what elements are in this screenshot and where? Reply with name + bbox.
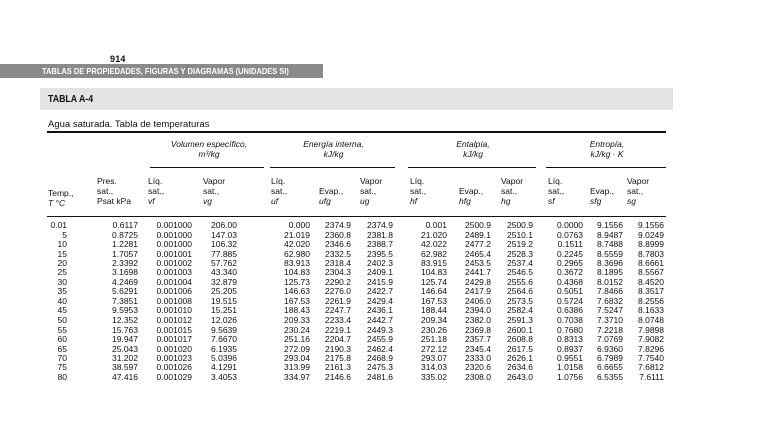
table-cell: 0.001004 — [156, 276, 192, 287]
table-cell: 35 — [57, 286, 67, 297]
table-cell: 8.5567 — [638, 267, 664, 277]
table-cell: 0.6386 — [557, 305, 583, 316]
table-cell: 2643.0 — [507, 371, 533, 382]
table-cell: 106.32 — [211, 239, 237, 250]
table-cell: 75 — [57, 362, 67, 372]
table-cell: 188.43 — [284, 305, 310, 316]
table-cell: 7.2218 — [597, 324, 623, 335]
table-cell: 83.913 — [284, 258, 310, 269]
table-cell: 2453.5 — [465, 258, 491, 269]
col-header-hg — [501, 176, 523, 206]
table-cell: 9.1556 — [638, 220, 664, 230]
table-cell: 2489.1 — [465, 229, 491, 240]
table-cell: 8.1633 — [638, 305, 664, 316]
table-cell: 0.001020 — [156, 343, 192, 354]
col-header-pres — [97, 176, 131, 206]
table-cell: 2175.8 — [325, 353, 351, 364]
table-cell: 146.63 — [284, 286, 310, 297]
table-cell: 272.12 — [421, 343, 447, 354]
table-cell: 42.022 — [421, 239, 447, 250]
col-header-sg — [627, 176, 649, 206]
table-cell: 8.4520 — [638, 276, 664, 287]
table-cell: 0.000 — [288, 220, 310, 230]
table-cell: 45 — [57, 305, 67, 316]
table-cell: 2394.0 — [465, 305, 491, 316]
table-cell: 2381.8 — [367, 229, 393, 240]
table-cell: 0.8937 — [557, 343, 583, 354]
table-cell: 0.01 — [50, 220, 67, 230]
col-header-sf — [548, 176, 564, 206]
running-header-text: TABLAS DE PROPIEDADES, FIGURAS Y DIAGRAMAS (UNIDADES SI) — [42, 66, 289, 76]
col-header-hg-line2: sat., — [501, 186, 518, 196]
table-cell: 5.6291 — [112, 286, 138, 297]
table-cell: 0.001000 — [156, 220, 192, 230]
table-cell: 2500.9 — [465, 220, 491, 230]
table-cell: 0.5724 — [557, 295, 583, 306]
table-cell: 147.03 — [211, 229, 237, 240]
table-cell: 21.019 — [284, 229, 310, 240]
table-cell: 2582.4 — [507, 305, 533, 316]
table-cell: 2415.9 — [367, 276, 393, 287]
col-header-vg-line1: Vapor — [203, 176, 226, 186]
table-cell: 0.0000 — [557, 220, 583, 230]
table-cell: 0.7038 — [557, 315, 583, 325]
table-cell: 2465.4 — [465, 248, 491, 259]
table-cell: 8.8999 — [638, 239, 664, 250]
table-cell: 19.947 — [112, 334, 138, 345]
table-cell: 2357.7 — [465, 334, 491, 345]
table-cell: 2436.1 — [367, 305, 393, 316]
table-cell: 0.7680 — [557, 324, 583, 335]
table-cell: 9.0249 — [638, 229, 664, 240]
group-header-energia — [268, 139, 399, 159]
table-cell: 1.0158 — [557, 362, 583, 372]
table-cell: 2468.9 — [367, 353, 393, 364]
table-cell: 7.6812 — [638, 362, 664, 372]
table-cell: 1.2281 — [112, 239, 138, 250]
table-cell: 0.001017 — [156, 334, 192, 345]
table-cell: 15 — [57, 248, 67, 259]
table-cell: 8.7803 — [638, 248, 664, 259]
group-header-volumen-title: Volumen específico, — [170, 139, 248, 149]
table-cell: 0.4368 — [557, 276, 583, 287]
col-header-hf — [410, 176, 426, 206]
group-header-entalpia-unit: kJ/kg — [463, 149, 483, 159]
table-cell: 6.7989 — [597, 353, 623, 364]
table-cell: 0.8313 — [557, 334, 583, 345]
table-cell: 30 — [57, 276, 67, 287]
table-cell: 2422.7 — [367, 286, 393, 297]
group-header-entropia — [546, 139, 668, 159]
col-header-sfg-line1: Evap., — [590, 186, 615, 196]
table-cell: 2388.7 — [367, 239, 393, 250]
table-cell: 2345.4 — [465, 343, 491, 354]
table-cell: 10 — [57, 239, 67, 250]
table-cell: 6.5355 — [597, 371, 623, 382]
table-cell: 0.001023 — [156, 353, 192, 364]
table-cell: 65 — [57, 343, 67, 354]
col-header-pres-line3: Psat kPa — [97, 196, 132, 206]
table-cell: 2204.7 — [325, 334, 351, 345]
table-cell: 2409.1 — [367, 267, 393, 277]
table-cell: 3.4053 — [211, 371, 237, 382]
table-cell: 2441.7 — [465, 267, 491, 277]
table-cell: 2402.3 — [367, 258, 393, 269]
table-cell: 4.2469 — [112, 276, 138, 287]
table-cell: 2528.3 — [507, 248, 533, 259]
table-cell: 0.9551 — [557, 353, 583, 364]
table-cell: 21.020 — [421, 229, 447, 240]
group-rule-entalpia — [408, 167, 536, 168]
col-header-sf-line2: sat., — [548, 186, 565, 196]
table-cell: 167.53 — [284, 295, 310, 306]
table-cell: 20 — [57, 258, 67, 269]
col-header-sg-line3: sg — [627, 196, 636, 206]
table-cell: 2374.9 — [367, 220, 393, 230]
table-cell: 2318.4 — [325, 258, 351, 269]
table-cell: 42.020 — [284, 239, 310, 250]
table-cell: 2617.5 — [507, 343, 533, 354]
table-cell: 0.5051 — [557, 286, 583, 297]
table-cell: 9.1556 — [597, 220, 623, 230]
table-row — [0, 373, 784, 383]
table-cell: 83.915 — [421, 258, 447, 269]
table-cell: 0.6117 — [112, 220, 138, 230]
table-cell: 7.8466 — [597, 286, 623, 297]
table-cell: 8.6661 — [638, 258, 664, 269]
table-cell: 2608.8 — [507, 334, 533, 345]
col-header-hg-line3: hg — [501, 196, 511, 206]
col-header-vg-line2: sat., — [203, 186, 220, 196]
table-cell: 146.64 — [421, 286, 447, 297]
table-cell: 2626.1 — [507, 353, 533, 364]
col-header-ug-line2: sat., — [360, 186, 377, 196]
table-cell: 0.0763 — [557, 229, 583, 240]
table-cell: 7.3851 — [112, 295, 138, 306]
table-cell: 2290.2 — [325, 276, 351, 287]
table-cell: 2304.3 — [325, 267, 351, 277]
table-cell: 2308.0 — [465, 371, 491, 382]
table-cell: 0.001026 — [156, 362, 192, 372]
table-cell: 272.09 — [284, 343, 310, 354]
col-header-sg-line1: Vapor — [627, 176, 650, 186]
col-header-hfg-line1: Evap., — [459, 186, 484, 196]
table-cell: 230.24 — [284, 324, 310, 335]
table-cell: 104.83 — [284, 267, 310, 277]
table-cell: 8.0152 — [597, 276, 623, 287]
table-cell: 31.202 — [112, 353, 138, 364]
table-cell: 8.2556 — [638, 295, 664, 306]
table-cell: 2382.0 — [465, 315, 491, 325]
table-cell: 2146.6 — [325, 371, 351, 382]
table-cell: 32.879 — [211, 276, 237, 287]
table-cell: 8.3696 — [597, 258, 623, 269]
table-cell: 0.2965 — [557, 258, 583, 269]
col-header-temp-line2: T °C — [48, 198, 66, 208]
table-cell: 0.3672 — [557, 267, 583, 277]
table-cell: 50 — [57, 315, 67, 325]
table-cell: 15.763 — [112, 324, 138, 335]
table-cell: 2346.6 — [325, 239, 351, 250]
table-cell: 0.001010 — [156, 305, 192, 316]
col-header-hf-line2: sat., — [410, 186, 427, 196]
table-cell: 62.980 — [284, 248, 310, 259]
group-header-volumen-unit: m³/kg — [198, 149, 220, 159]
table-cell: 2546.5 — [507, 267, 533, 277]
col-header-sf-line1: Líq. — [548, 176, 563, 186]
group-rule-energia — [270, 167, 395, 168]
col-header-vf-line1: Líq. — [148, 176, 163, 186]
table-cell: 313.99 — [284, 362, 310, 372]
table-cell: 230.26 — [421, 324, 447, 335]
table-cell: 188.44 — [421, 305, 447, 316]
table-cell: 25 — [57, 267, 67, 277]
table-cell: 0.001015 — [156, 324, 192, 335]
table-cell: 47.416 — [112, 371, 138, 382]
col-header-temp — [48, 188, 74, 208]
table-cell: 2406.0 — [465, 295, 491, 306]
table-cell: 2360.8 — [325, 229, 351, 240]
table-caption: Agua saturada. Tabla de temperaturas — [48, 119, 210, 130]
page-number: 914 — [110, 54, 126, 64]
table-cell: 209.33 — [284, 315, 310, 325]
table-cell: 2442.7 — [367, 315, 393, 325]
col-header-sg-line2: sat., — [627, 186, 644, 196]
group-header-entropia-unit: kJ/kg · K — [590, 149, 624, 159]
table-cell: 0.001 — [425, 220, 447, 230]
table-cell: 209.34 — [421, 315, 447, 325]
table-cell: 70 — [57, 353, 67, 364]
table-cell: 2332.5 — [325, 248, 351, 259]
col-header-ufg-line2: ufg — [319, 196, 331, 206]
table-cell: 25.205 — [211, 286, 237, 297]
table-cell: 2276.0 — [325, 286, 351, 297]
table-cell: 2500.9 — [507, 220, 533, 230]
col-header-vg-line3: vg — [203, 196, 212, 206]
col-header-vf — [148, 176, 164, 206]
table-cell: 7.8296 — [638, 343, 664, 354]
table-cell: 293.07 — [421, 353, 447, 364]
table-cell: 60 — [57, 334, 67, 345]
table-cell: 2537.4 — [507, 258, 533, 269]
table-cell: 251.18 — [421, 334, 447, 345]
table-cell: 0.1511 — [557, 239, 583, 250]
table-cell: 0.001006 — [156, 286, 192, 297]
table-cell: 5.0396 — [211, 353, 237, 364]
table-cell: 2591.3 — [507, 315, 533, 325]
table-cell: 2462.4 — [367, 343, 393, 354]
table-cell: 2449.3 — [367, 324, 393, 335]
table-cell: 2333.0 — [465, 353, 491, 364]
table-cell: 7.5247 — [597, 305, 623, 316]
table-cell: 7.9898 — [638, 324, 664, 335]
table-cell: 1.0756 — [557, 371, 583, 382]
table-cell: 15.251 — [211, 305, 237, 316]
table-cell: 0.8725 — [112, 229, 138, 240]
col-header-hfg — [459, 186, 483, 206]
table-cell: 0.001000 — [156, 239, 192, 250]
table-cell: 6.1935 — [211, 343, 237, 354]
table-cell: 104.83 — [421, 267, 447, 277]
table-cell: 2481.6 — [367, 371, 393, 382]
group-header-energia-unit: kJ/kg — [323, 149, 344, 159]
header-bottom-rule — [47, 216, 666, 217]
table-cell: 334.97 — [284, 371, 310, 382]
group-header-energia-title: Energía interna, — [303, 139, 364, 149]
col-header-uf — [271, 176, 287, 206]
table-top-rule — [47, 131, 666, 133]
table-cell: 2564.6 — [507, 286, 533, 297]
table-cell: 7.7540 — [638, 353, 664, 364]
group-header-entropia-title: Entropía, — [589, 139, 625, 149]
col-header-pres-line1: Pres. — [97, 176, 117, 186]
table-cell: 8.3517 — [638, 286, 664, 297]
table-cell: 251.16 — [284, 334, 310, 345]
table-cell: 0.2245 — [557, 248, 583, 259]
col-header-uf-line2: sat., — [271, 186, 288, 196]
table-cell: 57.762 — [211, 258, 237, 269]
table-label: TABLA A-4 — [48, 94, 94, 105]
table-label-bar — [40, 88, 673, 110]
table-cell: 55 — [57, 324, 67, 335]
table-cell: 0.001003 — [156, 267, 192, 277]
col-header-temp-line1: Temp., — [48, 188, 74, 198]
table-cell: 38.597 — [112, 362, 138, 372]
table-cell: 6.9360 — [597, 343, 623, 354]
table-cell: 19.515 — [211, 295, 237, 306]
table-cell: 2555.6 — [507, 276, 533, 287]
col-header-ufg-line1: Evap., — [319, 186, 344, 196]
table-cell: 0.001002 — [156, 258, 192, 269]
table-cell: 2374.9 — [325, 220, 351, 230]
table-cell: 7.3710 — [597, 315, 623, 325]
table-cell: 43.340 — [211, 267, 237, 277]
table-cell: 77.885 — [211, 248, 237, 259]
table-cell: 167.53 — [421, 295, 447, 306]
table-cell: 2247.7 — [325, 305, 351, 316]
table-cell: 2600.1 — [507, 324, 533, 335]
table-cell: 6.6655 — [597, 362, 623, 372]
table-cell: 2455.9 — [367, 334, 393, 345]
table-cell: 2417.9 — [465, 286, 491, 297]
col-header-sfg-line2: sfg — [590, 196, 602, 206]
col-header-ug — [360, 176, 382, 206]
col-header-ufg — [319, 186, 343, 206]
table-cell: 8.1895 — [597, 267, 623, 277]
table-cell: 335.02 — [421, 371, 447, 382]
col-header-vf-line3: vf — [148, 196, 155, 206]
group-rule-entropia — [546, 167, 666, 168]
table-cell: 0.001029 — [156, 371, 192, 382]
table-cell: 0.001008 — [156, 295, 192, 306]
table-cell: 2190.3 — [325, 343, 351, 354]
table-cell: 206.00 — [211, 220, 237, 230]
col-header-hf-line3: hf — [410, 196, 418, 206]
table-cell: 7.0769 — [597, 334, 623, 345]
table-cell: 2261.9 — [325, 295, 351, 306]
col-header-sf-line3: sf — [548, 196, 555, 206]
table-cell: 2429.4 — [367, 295, 393, 306]
group-header-volumen — [150, 139, 268, 159]
group-rule-volumen — [150, 167, 264, 168]
table-cell: 80 — [57, 371, 67, 382]
col-header-hfg-line2: hfg — [459, 196, 471, 206]
table-cell: 2233.4 — [325, 315, 351, 325]
col-header-hg-line1: Vapor — [501, 176, 524, 186]
table-cell: 40 — [57, 295, 67, 306]
table-cell: 2369.8 — [465, 324, 491, 335]
col-header-ug-line1: Vapor — [360, 176, 383, 186]
table-cell: 8.5559 — [597, 248, 623, 259]
table-cell: 2475.3 — [367, 362, 393, 372]
table-cell: 2573.5 — [507, 295, 533, 306]
table-cell: 7.9082 — [638, 334, 664, 345]
col-header-vf-line2: sat., — [148, 186, 165, 196]
table-cell: 2477.2 — [465, 239, 491, 250]
table-cell: 0.001012 — [156, 315, 192, 325]
table-cell: 2.3392 — [112, 258, 138, 269]
running-header — [0, 64, 323, 78]
table-cell: 2429.8 — [465, 276, 491, 287]
table-cell: 293.04 — [284, 353, 310, 364]
col-header-ug-line3: ug — [360, 196, 370, 206]
table-cell: 12.026 — [211, 315, 237, 325]
table-cell: 12.352 — [112, 315, 138, 325]
col-header-sfg — [590, 186, 614, 206]
col-header-hf-line1: Líq. — [410, 176, 425, 186]
table-cell: 2161.3 — [325, 362, 351, 372]
table-cell: 0.001001 — [156, 248, 192, 259]
table-cell: 0.001000 — [156, 229, 192, 240]
col-header-pres-line2: sat., — [97, 186, 114, 196]
table-cell: 62.982 — [421, 248, 447, 259]
col-header-vg — [203, 176, 225, 206]
table-cell: 8.9487 — [597, 229, 623, 240]
col-header-uf-line3: uf — [271, 196, 279, 206]
table-cell: 25.043 — [112, 343, 138, 354]
table-cell: 2634.6 — [507, 362, 533, 372]
table-cell: 2510.1 — [507, 229, 533, 240]
table-cell: 2219.1 — [325, 324, 351, 335]
table-cell: 7.6670 — [211, 334, 237, 345]
group-header-entalpia-title: Entalpía, — [456, 139, 490, 149]
table-cell: 8.7488 — [597, 239, 623, 250]
table-cell: 9.5953 — [112, 305, 138, 316]
group-header-entalpia — [408, 139, 538, 159]
table-cell: 9.5639 — [211, 324, 237, 335]
table-cell: 2320.6 — [465, 362, 491, 372]
table-cell: 314.03 — [421, 362, 447, 372]
table-cell: 1.7057 — [112, 248, 138, 259]
table-cell: 2519.2 — [507, 239, 533, 250]
table-cell: 7.6111 — [639, 371, 664, 382]
table-cell: 7.6832 — [597, 295, 623, 306]
table-cell: 125.74 — [421, 276, 447, 287]
table-cell: 5 — [62, 229, 67, 240]
table-cell: 8.0748 — [638, 315, 664, 325]
table-cell: 4.1291 — [211, 362, 237, 372]
col-header-uf-line1: Líq. — [271, 176, 286, 186]
table-cell: 125.73 — [284, 276, 310, 287]
table-cell: 3.1698 — [112, 267, 138, 277]
table-cell: 2395.5 — [367, 248, 393, 259]
